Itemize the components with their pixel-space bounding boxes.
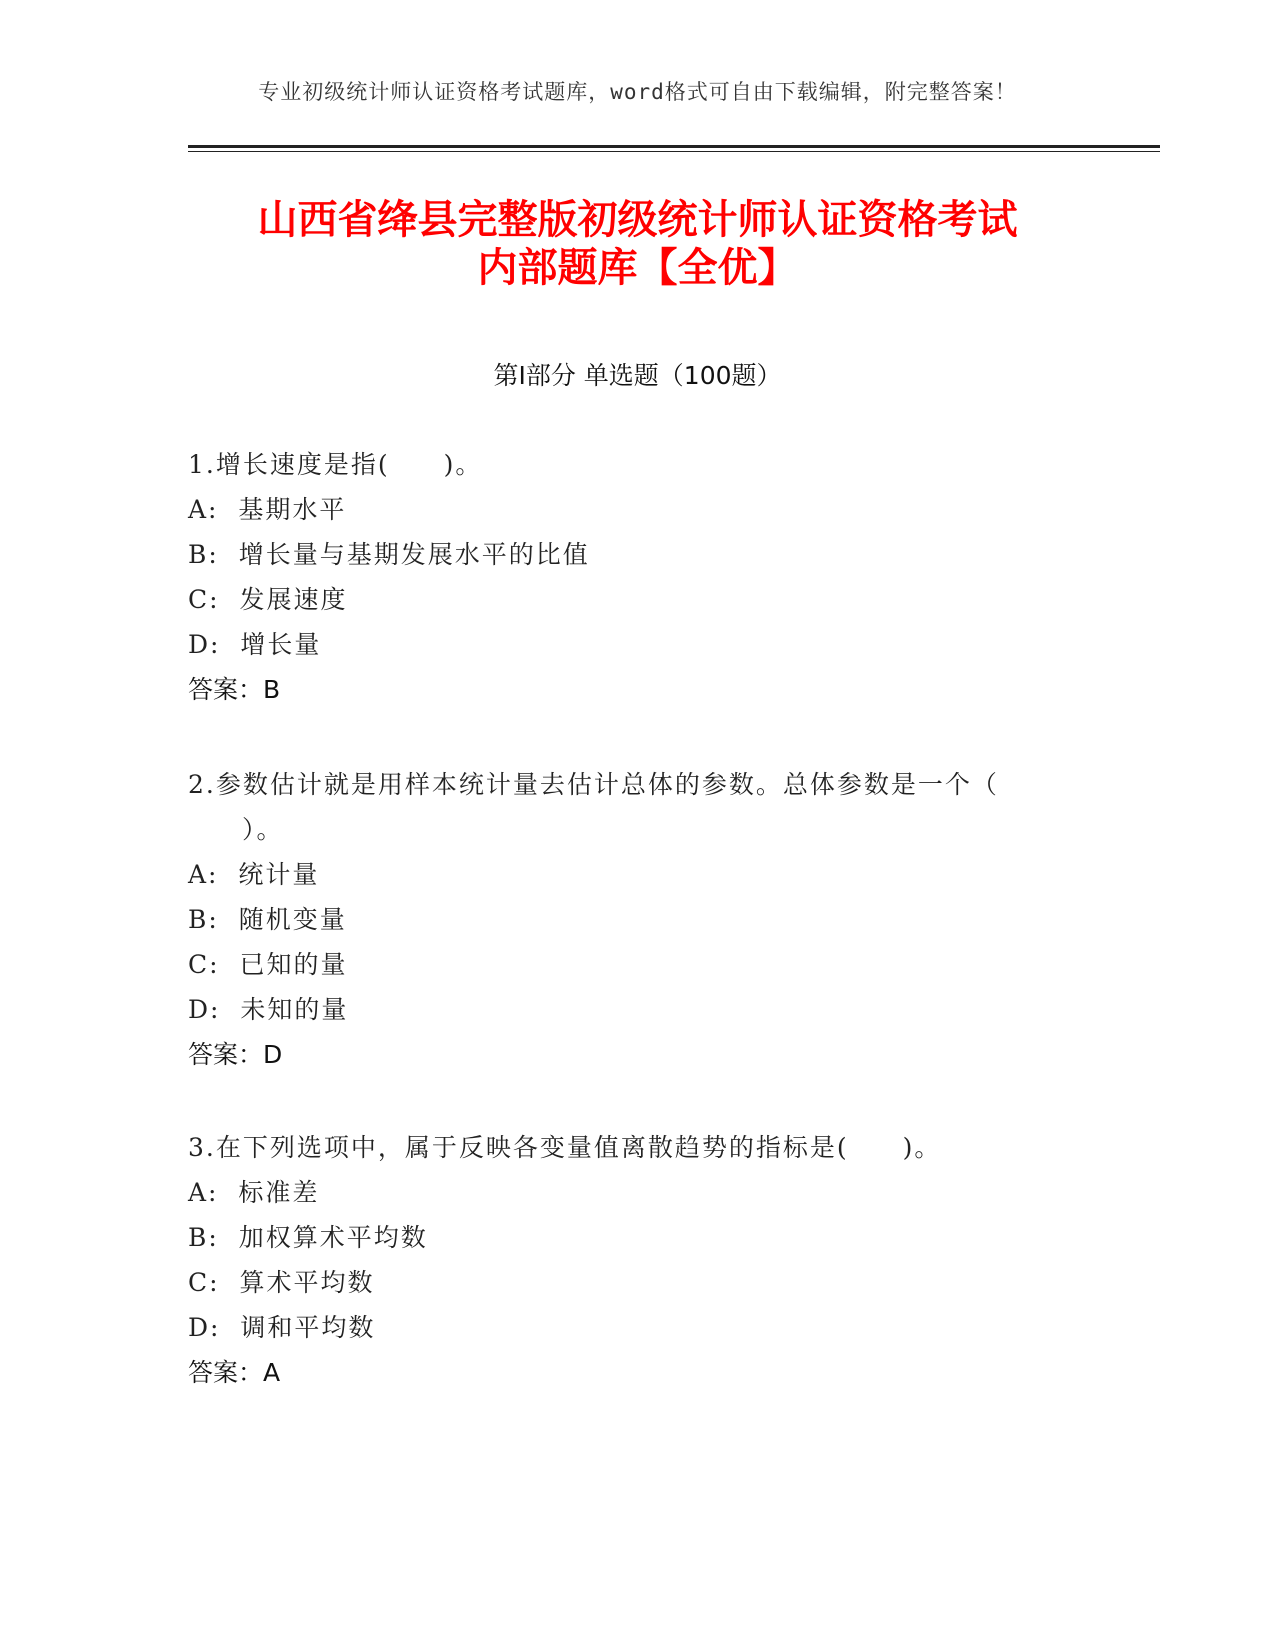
option-a: A: 基期水平 — [188, 495, 347, 524]
option-a: A: 标准差 — [188, 1178, 320, 1207]
option-c: C: 算术平均数 — [188, 1268, 375, 1297]
document-title-line-1: 山西省绛县完整版初级统计师认证资格考试 — [257, 197, 1018, 243]
option-a: A: 统计量 — [188, 860, 320, 889]
option-d: D: 增长量 — [188, 630, 322, 659]
header-rule-thick — [188, 145, 1160, 148]
question-3 — [188, 1125, 1088, 1395]
question-stem-line-1: 2.参数估计就是用样本统计量去估计总体的参数。总体参数是一个（ — [188, 770, 999, 799]
question-2 — [188, 762, 1088, 1077]
answer: 答案：D — [188, 1040, 283, 1069]
option-c: C: 发展速度 — [188, 585, 348, 614]
question-stem: 3.在下列选项中，属于反映各变量值离散趋势的指标是( )。 — [188, 1133, 942, 1162]
section-heading: 第Ⅰ部分 单选题（100题） — [493, 361, 782, 390]
header-note: 专业初级统计师认证资格考试题库，word格式可自由下载编辑，附完整答案！ — [258, 80, 1017, 104]
question-stem-line-2: ）。 — [188, 815, 284, 844]
question-stem: 1.增长速度是指( )。 — [188, 450, 483, 479]
option-b: B: 增长量与基期发展水平的比值 — [188, 540, 590, 569]
document-title — [150, 196, 1125, 292]
option-b: B: 加权算术平均数 — [188, 1223, 428, 1252]
option-d: D: 未知的量 — [188, 995, 349, 1024]
option-c: C: 已知的量 — [188, 950, 348, 979]
option-b: B: 随机变量 — [188, 905, 347, 934]
answer: 答案：B — [188, 675, 281, 704]
option-d: D: 调和平均数 — [188, 1313, 376, 1342]
answer: 答案：A — [188, 1358, 281, 1387]
question-1 — [188, 442, 1088, 712]
header-rule-thin — [188, 151, 1160, 152]
document-title-line-2: 内部题库【全优】 — [477, 245, 798, 291]
